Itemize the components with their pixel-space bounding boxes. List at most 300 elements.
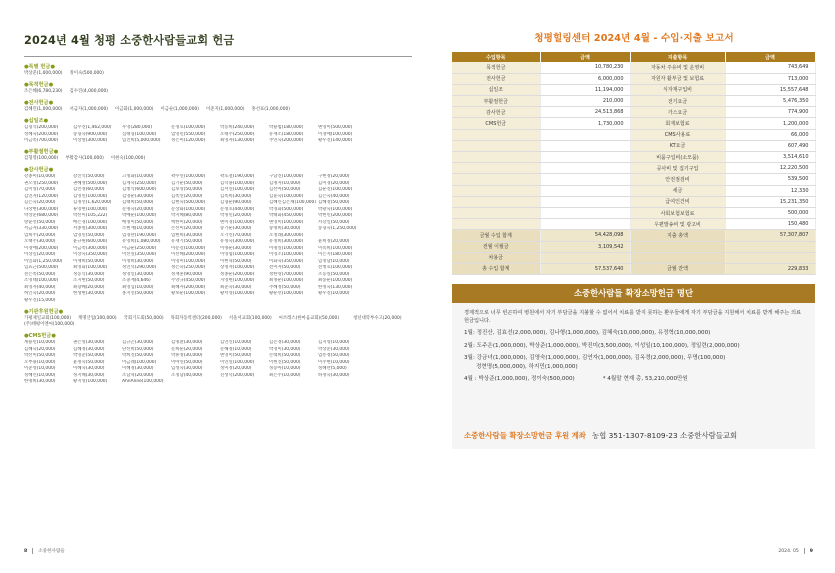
footer-divider (32, 548, 33, 554)
footer-left (24, 546, 65, 556)
expense-item: 급여인건비 (630, 196, 725, 207)
expense-item: 공사비 및 집기구입 (630, 163, 725, 174)
expense-amount: 12,330 (725, 185, 815, 196)
finance-row (452, 174, 815, 185)
income-amount (540, 219, 630, 230)
income-item (452, 196, 540, 207)
donor-entry: 이일화(1,250,000) (24, 258, 63, 264)
donor-entry (171, 379, 220, 386)
left-page (24, 32, 424, 542)
donor-entry: 정연덕(290,000) (122, 265, 157, 270)
donor-entry: 정종순(200,000) (220, 271, 255, 277)
donor-entry: 이상길(20,000) (24, 252, 56, 257)
donor-entry: 박상준(30,000) (318, 346, 350, 352)
donor-entry: 김순진(100,000) (318, 187, 353, 192)
donor-entry: 김수진(1,462,000) (73, 125, 112, 130)
income-item: 금월 수입 합계 (452, 230, 540, 241)
income-amount (540, 207, 630, 218)
donor-entry: 계명산업(100,000) (78, 315, 117, 321)
income-amount (540, 185, 630, 196)
donor-entry (269, 298, 318, 305)
expense-amount: 57,307,807 (725, 230, 815, 241)
donor-entry: 송명희(30,000) (269, 226, 301, 231)
donor-entry: 이복희(100,000) (318, 245, 353, 251)
income-amount (540, 174, 630, 185)
donor-entry: 장정자(100,000) (220, 265, 255, 270)
donor-entry: 김규곤(30,000) (122, 340, 154, 345)
donor-entry: 이현진(50,000) (269, 359, 301, 365)
donor-entry: 변영미(100,000) (269, 219, 304, 225)
header-income-amount: 금액 (540, 52, 630, 62)
donor-entry: 엄경란(190,000) (122, 232, 157, 238)
finance-row (452, 207, 815, 218)
income-amount: 11,194,000 (540, 84, 630, 95)
finance-row (452, 163, 815, 174)
donor-entry: 홍지연(50,000) (122, 291, 154, 296)
donor-entry: 오태주(250,000) (220, 131, 255, 137)
donor-entry: 유재기(50,000) (171, 239, 203, 244)
donor-entry: 조은혜(6,780,230) (24, 89, 63, 94)
account-number: 농협 351-1307-8109-23 소중한사람들교회 (591, 431, 738, 441)
donor-entry: 황우진(10,000) (318, 291, 350, 296)
donor-entry: 추혜정(50,000) (269, 284, 301, 290)
donor-entry: 박상준(1,000,000) (24, 71, 63, 76)
expense-amount: 607,490 (725, 140, 815, 151)
donor-entry: 김형석(200,000) (24, 125, 59, 130)
donor-entry (269, 379, 318, 386)
donor-entry: 이금화(1,000,000) (115, 107, 154, 112)
donor-entry: 방윤선(50,000) (24, 219, 56, 225)
donor-entry: 김명자(10,000) (269, 180, 301, 186)
donor-entry: 한정숙(130,000) (318, 284, 353, 290)
donor-entry: 황서영(100,000) (220, 291, 255, 296)
donor-entry (122, 298, 171, 305)
finance-row (452, 73, 815, 84)
summary-row (452, 230, 815, 241)
expense-item: 안전점검비 (630, 174, 725, 185)
donor-entry: 가평제일교회(100,000) (24, 315, 72, 321)
donor-entry: 이화숙(350,000) (269, 258, 304, 264)
donor-entry: 오태주(30,000) (24, 239, 56, 244)
donor-entry: 김혜정(30,000) (73, 346, 105, 352)
footer-publication: 소중한사람들 (38, 549, 65, 554)
donor-entry: 송형숙(900,000) (73, 131, 108, 137)
donor-list (24, 89, 416, 96)
summary-row (452, 263, 815, 274)
finance-row (452, 62, 815, 73)
income-item (452, 207, 540, 218)
donor-entry: 서금자(1,000,000) (69, 107, 108, 112)
donor-entry: 이금옥(300,000) (73, 245, 108, 251)
donor-list (24, 316, 416, 329)
donor-entry (318, 379, 367, 386)
expense-item: CMS사용료 (630, 129, 725, 140)
title-divider (24, 56, 412, 57)
donor-entry: 정혜란(5,000) (318, 366, 347, 371)
donor-entry: 이현혁(50,000) (220, 258, 252, 264)
donor-entry: 김지영(10,000) (318, 340, 350, 345)
donor-entry: 윤희정(20,000) (318, 239, 350, 244)
donor-list (24, 71, 416, 78)
total-note: * 4월말 현재 총, 53,210,000만원 (602, 376, 688, 383)
donor-entry: 주앙규(450,000) (171, 278, 206, 283)
donor-entry: 전은옥(50,000) (24, 271, 56, 277)
donor-entry: 부활감사(100,000) (65, 156, 104, 161)
donor-entry: 이정희(30,000) (122, 258, 154, 264)
expense-amount: 15,231,350 (725, 196, 815, 207)
finance-row (452, 96, 815, 107)
donor-entry: 김덕용(100,000) (220, 180, 255, 186)
donor-entry: 정지혜(30,000) (73, 372, 105, 378)
donor-entry: 박선미(50,000) (24, 353, 56, 358)
donor-entry: 김계숙(250,000) (122, 180, 157, 186)
donor-entry: 박경화(500,000) (269, 206, 304, 212)
donor-list (24, 174, 416, 304)
donor-month-text: 정현명(5,000,000), 하지민(1,000,000) (476, 363, 578, 370)
donor-entry: 조남혁(20,000) (122, 372, 154, 378)
donor-entry: 서종열(300,000) (73, 226, 108, 231)
donor-entry: 정은숙(250,000) (171, 265, 206, 270)
donor-entry: 김병식(600,000) (122, 187, 157, 192)
donor-entry: 유재소(180,000) (269, 131, 304, 137)
donor-entry: 전미자(50,000) (269, 265, 301, 270)
donor-entry: 박경미(30,000) (269, 346, 301, 352)
expense-item: 우편발송비 및 광고비 (630, 219, 725, 230)
footer-date: 2024. 05 (778, 548, 799, 554)
donor-entry: 최은주(10,000) (269, 372, 301, 378)
income-item: CMS헌금 (452, 118, 540, 129)
donor-entry: 최정순(100,000) (269, 278, 304, 283)
finance-row (452, 84, 815, 95)
finance-row (452, 140, 815, 151)
donor-entry: 김형영(100,000) (24, 156, 59, 161)
donor-entry: 황보순(100,000) (171, 291, 206, 296)
donor-entry: 이준영(10,000) (24, 366, 56, 371)
donor-entry: 권은영(30,000) (73, 340, 105, 345)
donor-entry: 문정호(440,000) (220, 206, 255, 212)
donor-entry: 박영준(50,000) (73, 353, 105, 358)
donor-entry: 최영자(40,000) (24, 284, 56, 290)
donor-entry: 정영일(30,000) (122, 271, 154, 277)
donor-entry: 현성현(30,000) (73, 291, 105, 296)
donor-entry: 강진석(50,000) (73, 174, 105, 179)
finance-row (452, 185, 815, 196)
donor-entry: 이선혜(200,000) (171, 252, 206, 257)
expense-item: 식자재구입비 (630, 84, 725, 95)
donor-entry: 이준지(1,000,000) (206, 107, 245, 112)
donor-entry: 배정미(50,000) (122, 219, 154, 225)
donor-entry: 최송순(100,000) (318, 278, 353, 283)
donor-entry: 서금자(330,000) (24, 226, 59, 231)
donor-entry: 이경애(100,000) (318, 131, 353, 137)
expense-item: 세금 (630, 185, 725, 196)
income-amount: 3,109,542 (540, 241, 630, 252)
offering-title: 2024년 4월 청평 소중한사람들교회 헌금 (24, 34, 235, 47)
footer-divider (804, 548, 805, 554)
donor-entry: 김태희(50,000) (122, 200, 154, 205)
donor-entry: 하정숙(30,000) (318, 372, 350, 378)
donor-entry: 구현정(20,000) (318, 174, 350, 179)
donor-entry: 정혜린(10,000) (24, 372, 56, 378)
donor-entry: 김현숙(500,000) (171, 200, 206, 205)
donor-entry (367, 379, 416, 386)
donor-entry: 구남진(100,000) (269, 174, 304, 179)
donor-entry: 서강일(50,000) (318, 219, 350, 225)
expense-item: 자동차 주유비 및 운영비 (630, 62, 725, 73)
donor-entry: 한명희(30,000) (24, 379, 56, 384)
donor-entry: 유영희(1,080,000) (122, 239, 161, 244)
donation-account (464, 430, 737, 441)
donor-entry: 이금순(1,000,000) (160, 107, 199, 112)
donor-entry: 문명숙(20,000) (122, 206, 154, 212)
donor-entry: 김서연(100,000) (220, 187, 255, 192)
income-item: 전월 이월금 (452, 241, 540, 252)
donor-entry: 김혜린(1,000,000) (24, 107, 63, 112)
donor-entry: 유정희(300,000) (269, 239, 304, 244)
donor-entry: 김혜숙(20,000) (24, 346, 56, 352)
income-item (452, 174, 540, 185)
income-item: 목적헌금 (452, 62, 540, 73)
donor-entry: 김옥희(30,000) (220, 193, 252, 199)
donor-list (24, 340, 416, 386)
expense-amount: 12,220,500 (725, 163, 815, 174)
donor-entry: 김혜정(50,000) (318, 200, 350, 205)
expansion-offering-box (452, 284, 815, 449)
donor-entry: 이금례(100,000) (122, 359, 157, 365)
donor-entry: 박현민(200,000) (318, 213, 353, 218)
donor-entry: 박희진(50,000) (122, 353, 154, 358)
donor-entry: 이은지(180,000) (318, 252, 353, 257)
donor-entry: 곽호철(190,000) (220, 174, 255, 179)
expense-item: 자원자 활부금 및 보험료 (630, 73, 725, 84)
income-amount (540, 152, 630, 163)
section-heading: ●특별 헌금● (24, 64, 55, 70)
income-amount (540, 140, 630, 151)
donor-entry (73, 298, 122, 305)
donor-entry: 김옥연(20,000) (171, 193, 203, 199)
donor-entry: 이영미(100,000) (171, 258, 206, 264)
donor-entry: 황순선(100,000) (269, 291, 304, 296)
expense-amount: 774,900 (725, 107, 815, 118)
donor-entry (318, 298, 367, 305)
donor-entry: 박동희(240,000) (220, 125, 255, 130)
donor-entry: 진성덕(200,000) (220, 372, 255, 378)
box-body (452, 303, 815, 384)
donor-entry: 이혜숙(30,000) (73, 366, 105, 371)
donor-entry: 김정선(1,620,000) (73, 200, 112, 205)
expense-item: 지출 총액 (630, 230, 725, 241)
finance-row (452, 129, 815, 140)
donor-entry: 박태화(450,000) (269, 213, 304, 218)
donor-entry: 김보영(50,000) (171, 187, 203, 192)
donor-entry: 변미경(100,000) (220, 219, 255, 225)
donor-list (24, 125, 416, 145)
finance-table (452, 52, 816, 275)
donor-entry: 임효근(500,000) (24, 265, 59, 270)
donor-entry: 최향혜(20,000) (73, 284, 105, 290)
donor-entry: 박광숙(100,000) (318, 206, 353, 212)
donor-entry: 엄영민(550,000) (171, 131, 206, 137)
section-heading: ●부활절헌금● (24, 149, 59, 155)
income-item: 부활절헌금 (452, 96, 540, 107)
donor-entry: 김혜린김은채(100,000) (269, 200, 317, 205)
offering-sections (24, 64, 424, 386)
expense-amount (725, 252, 815, 263)
finance-row (452, 118, 815, 129)
donor-entry: 단선희(50,000) (122, 346, 154, 352)
donor-entry: 최영자(130,000) (220, 138, 255, 143)
donor-entry: 계용민(10,000) (24, 340, 56, 345)
donor-entry: 이영조(100,000) (269, 252, 304, 257)
income-item: 전사헌금 (452, 73, 540, 84)
donor-entry: 이주현(10,000) (318, 359, 350, 365)
donor-entry: 김온경(30,000) (269, 340, 301, 345)
finance-row (452, 107, 815, 118)
donor-entry: 김은숙(20,000) (24, 200, 56, 205)
expense-item (630, 241, 725, 252)
donor-entry: 조충재(4,646) (122, 278, 151, 283)
income-item: 총 수입 합계 (452, 263, 540, 274)
donor-entry: 황지영(100,000) (73, 379, 108, 384)
donor-entry: 권혜성(500,000) (73, 180, 108, 186)
footer-right (778, 546, 813, 556)
expense-item: 회재보험료 (630, 118, 725, 129)
donor-month-line (464, 329, 803, 338)
income-amount: 54,428,098 (540, 230, 630, 241)
donor-entry: 엄현희(30,000) (171, 232, 203, 238)
header-expense-item: 지출항목 (630, 52, 725, 62)
donor-month-text: 1월: 정진산, 김효선(2,000,000), 김나형(1,000,000), 김혜숙(10,000,000), 유정혁(10,000,000) (464, 330, 711, 337)
finance-table-header (452, 52, 815, 62)
donor-entry: 추연숙(200,000) (269, 138, 304, 143)
finance-row (452, 152, 815, 163)
donor-entry: 허인숙(20,000) (24, 291, 56, 296)
donor-entry: 강종미(10,000) (24, 174, 56, 179)
donor-entry: 김형순(90,000) (220, 200, 252, 205)
donor-entry: 김기순(50,000) (171, 180, 203, 186)
donor-entry: 이명순(30,000) (220, 245, 252, 251)
donor-month-line (464, 375, 803, 384)
income-item (452, 129, 540, 140)
donor-entry: 오기연(70,000) (220, 232, 252, 238)
donor-entry: 김연신(10,000) (220, 340, 252, 345)
report-title: 청평힐링센터 2024년 4월 - 수입·지출 보고서 (534, 33, 734, 44)
donor-entry: 정미정(20,000) (220, 366, 252, 371)
expense-amount: 713,000 (725, 73, 815, 84)
income-amount: 210,000 (540, 96, 630, 107)
income-amount: 1,730,000 (540, 118, 630, 129)
donor-entry: 최준숙(30,000) (220, 284, 252, 290)
donor-entry: 김미영(70,000) (24, 187, 56, 192)
expense-amount: 66,000 (725, 129, 815, 140)
donor-entry: 성혜숙(200,000) (24, 131, 59, 137)
donor-entry: 윤규원(600,000) (73, 239, 108, 244)
right-page (452, 30, 816, 545)
income-amount (540, 252, 630, 263)
expense-item: 비품구입비(소모품) (630, 152, 725, 163)
donor-entry: 오부용(10,000) (24, 359, 56, 365)
donor-entry: 임성숙(30,000) (171, 366, 203, 371)
donor-entry (220, 298, 269, 305)
donor-entry: 황우진(15,000) (24, 297, 56, 303)
donor-entry: 청년대학부수고(20,000) (353, 315, 402, 321)
donor-entry: 정한영(700,000) (269, 271, 304, 277)
donor-entry: 김민정(60,000) (73, 187, 105, 192)
donor-entry: 조지현(50,000) (73, 278, 105, 283)
expense-amount: 229,833 (725, 263, 815, 274)
donor-entry: 이연실(100,000) (220, 359, 255, 365)
donor-entry: 변영미(500,000) (318, 125, 353, 130)
donor-entry: 김연자(120,000) (24, 193, 59, 199)
donor-entry: 고정화(10,000) (122, 174, 154, 179)
donor-entry: 황우진(140,000) (318, 138, 353, 143)
donor-month-line (464, 363, 803, 372)
donor-entry: 백한미(20,000) (171, 219, 203, 225)
donor-entry: 송형숙(1,250,000) (318, 226, 357, 231)
donor-entry: 임정남(10,000) (318, 258, 350, 264)
donor-list (24, 107, 416, 114)
donor-entry: 손대희(50,000) (269, 353, 301, 358)
donor-entry: 김은숙(40,000) (318, 193, 350, 199)
donor-month-text: 2월: 도주은(1,000,000), 박상준(1,000,000), 박진미(3,500,000), 이성일(10,100,000), 정일련(2,000,000) (464, 342, 740, 349)
section-heading: ●전사헌금● (24, 100, 54, 106)
income-item: 감사헌금 (452, 107, 540, 118)
donor-entry: 이문걸(100,000) (171, 245, 206, 251)
donor-entry: AhnAnne(100,000) (122, 379, 164, 384)
donor-entry: 이경애(200,000) (24, 245, 59, 251)
donor-entry: 박휴정(30,000) (171, 353, 203, 358)
donor-entry: 나상현(300,000) (24, 206, 59, 212)
donor-month-line (464, 354, 803, 363)
donor-entry: 최혜자(200,000) (171, 284, 206, 290)
header-income-item: 수입항목 (452, 52, 540, 62)
income-item: 차용금 (452, 252, 540, 263)
expense-amount (725, 241, 815, 252)
income-item (452, 219, 540, 230)
donor-entry: 김수진(4,000,000) (69, 89, 108, 94)
section-heading: ●기관후원헌금● (24, 308, 64, 315)
donor-entry: 손선미(20,000) (171, 226, 203, 231)
donor-entry: 문해정(10,000) (220, 346, 252, 352)
donor-entry: 문정호(100,000) (171, 125, 206, 130)
donor-entry (367, 138, 416, 145)
donor-entry: 박애순(100,000) (122, 213, 157, 218)
donor-entry: 이재희(50,000) (73, 258, 105, 264)
box-intro: 경제적으로 너무 빈곤하여 병원에서 자기 부담금을 지불할 수 없어서 치료를 받지 못하는 환우들에게 자기 부담금을 지원해서 치료를 받게 해주는 의료헌금입니다. (464, 310, 802, 325)
donor-entry: 이상열(300,000) (73, 138, 108, 143)
donor-entry: 이혜정(30,000) (122, 366, 154, 371)
donor-entry: 엄희주(20,000) (24, 232, 56, 238)
donor-entry: 문상화(100,000) (171, 206, 206, 212)
income-item (452, 185, 540, 196)
section-heading: ●목적헌금● (24, 82, 54, 88)
donor-entry: 우영(280,000) (122, 125, 153, 130)
donor-entry: 오정례(300,000) (269, 232, 304, 238)
donor-entry: 김영민(100,000) (73, 193, 108, 199)
expense-item: 전기요금 (630, 96, 725, 107)
donor-entry (367, 298, 416, 305)
income-amount: 57,537,640 (540, 263, 630, 274)
donor-entry: 문희순(20,000) (171, 346, 203, 352)
donor-entry: 이선실(350,000) (122, 252, 157, 257)
donor-entry: 전병호(100,000) (318, 265, 353, 270)
donor-entry: 류영현(100,000) (73, 206, 108, 212)
section-heading: ●감사헌금● (24, 167, 54, 173)
donor-entry: 이영엽(100,000) (220, 252, 255, 257)
expense-amount: 539,500 (725, 174, 815, 185)
donor-month-line (464, 342, 803, 351)
donor-entry: 최영화(100,000) (73, 265, 108, 270)
